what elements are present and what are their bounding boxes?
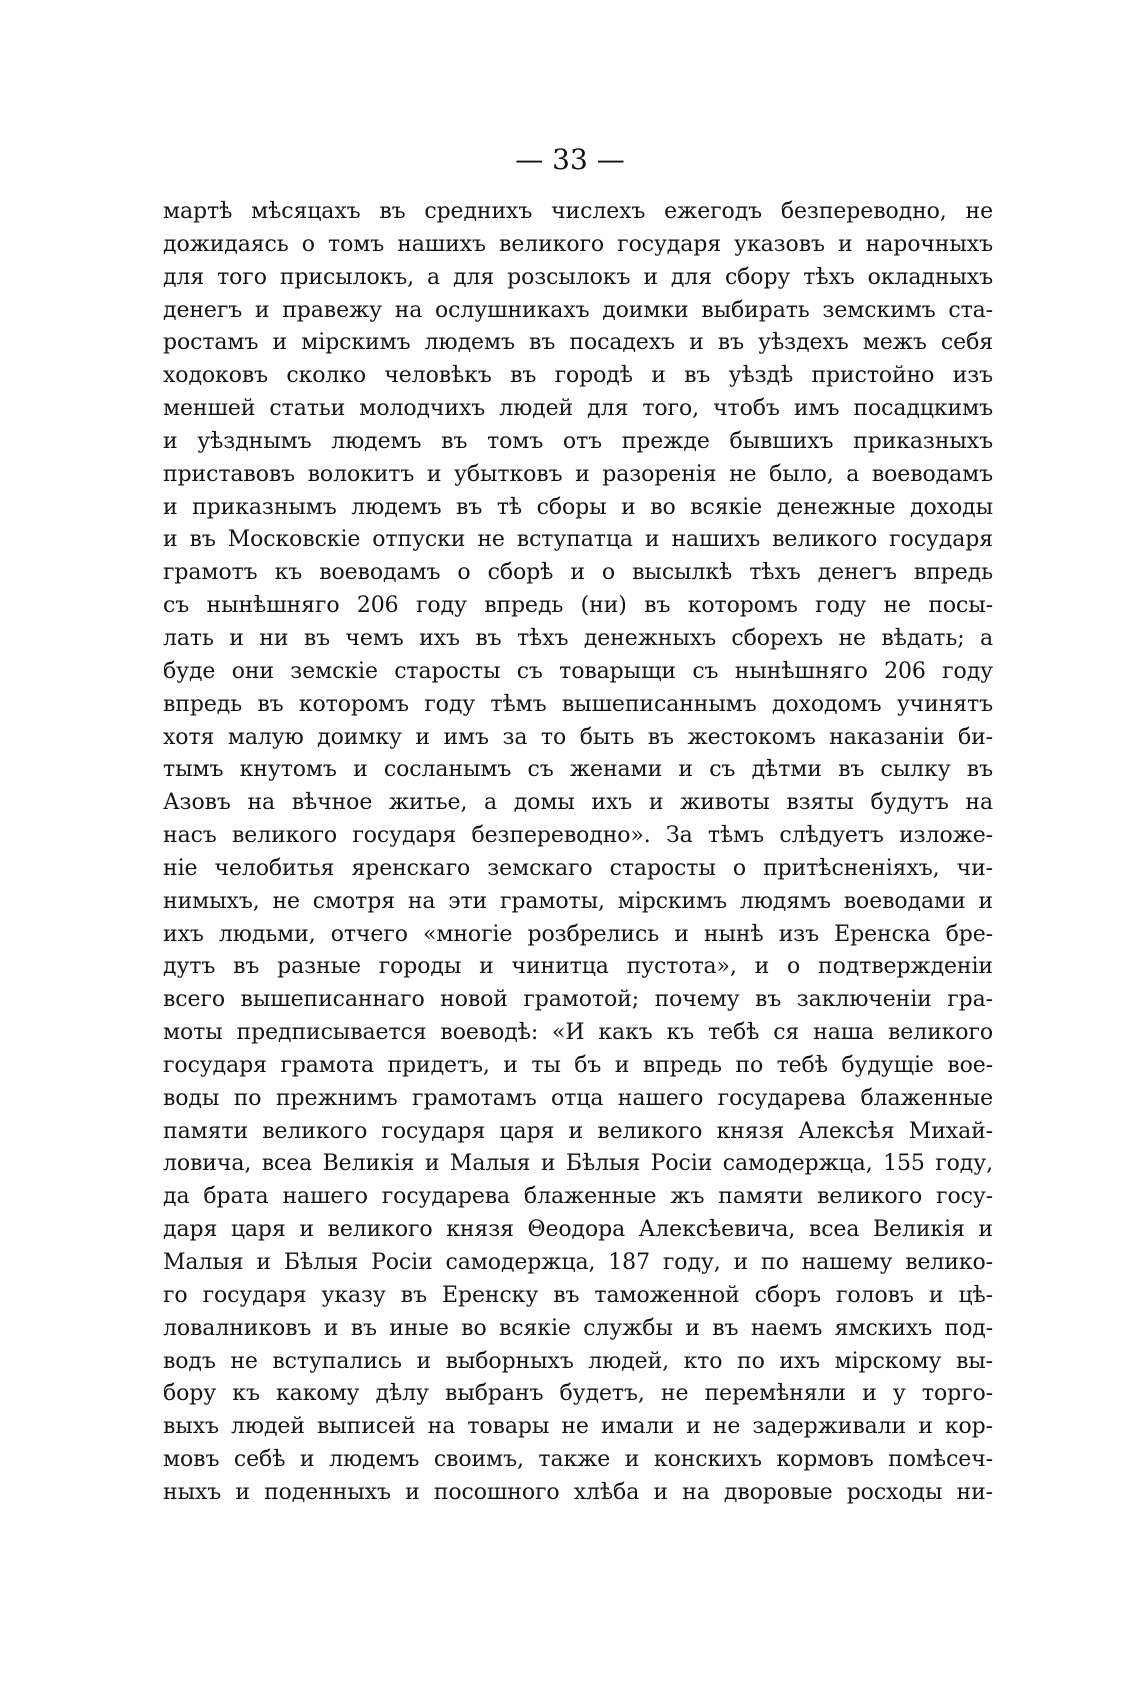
text-line: даря царя и великого князя Θеодора Алексѣевича, всеа Великія и [163,1217,993,1243]
text-line: дутъ въ разные городы и чинитца пустота», и о подтвержденіи [163,954,993,980]
text-line: впредь въ которомъ году тѣмъ вышеписаннымъ доходомъ учинятъ [163,691,993,717]
text-line: хотя малую доимку и имъ за то быть въ жестокомъ наказаніи би- [163,724,993,750]
text-line: для того присылокъ, а для розсылокъ и для сбору тѣхъ окладныхъ [163,264,993,290]
text-line: да брата нашего государева блаженные жъ памяти великого госу- [163,1184,993,1210]
text-line: денегъ и правежу на ослушникахъ доимки выбирать земскимъ ста- [163,297,993,323]
text-line: воды по прежнимъ грамотамъ отца нашего государева блаженные [163,1085,993,1111]
text-line: ніе челобитья яренскаго земскаго старосты о притѣсненіяхъ, чи- [163,855,993,881]
text-line: го государя указу въ Еренску въ таможенной сборъ головъ и цѣ- [163,1282,993,1308]
text-line: съ нынѣшняго 206 году впредь (ни) въ которомъ году не посы- [163,593,993,619]
text-line: бору къ какому дѣлу выбранъ будетъ, не перемѣняли и у торго- [163,1381,993,1407]
text-line: ихъ людьми, отчего «многіе розбрелись и нынѣ изъ Еренска бре- [163,921,993,947]
text-line: тымъ кнутомъ и сосланымъ съ женами и съ дѣтми въ сылку въ [163,757,993,783]
text-line: мартѣ мѣсяцахъ въ среднихъ числехъ ежегодъ безпереводно, не [163,199,993,224]
text-line: буде они земскіе старосты съ товарыщи съ нынѣшняго 206 году [163,658,993,684]
text-line: всего вышеписаннаго новой грамотой; почему въ заключеніи гра- [163,987,993,1013]
text-line: и въ Московскіе отпуски не вступатца и нашихъ великого государя [163,527,993,553]
text-line: приставовъ волокитъ и убытковъ и разоренія не было, а воеводамъ [163,461,993,487]
page-number: — 33 — [515,143,625,176]
text-line: ходоковъ сколко человѣкъ въ городѣ и въ уѣздѣ пристойно изъ [163,363,993,389]
body-text [163,196,993,1510]
text-line: выхъ людей выписей на товары не имали и не задерживали и кор- [163,1414,993,1440]
text-line: ловича, всеа Великія и Малыя и Бѣлыя Росіи самодержца, 155 году, [163,1151,993,1177]
text-line: государя грамота придетъ, и ты бъ и впредь по тебѣ будущіе вое- [163,1052,993,1078]
text-line: и уѣзднымъ людемъ въ томъ отъ прежде бывшихъ приказныхъ [163,428,993,454]
text-line: моты предписывается воеводѣ: «И какъ къ тебѣ ся наша великого [163,1020,993,1046]
text-line: ловалниковъ и въ иные во всякіе службы и въ наемъ ямскихъ под- [163,1315,993,1341]
text-line: лать и ни въ чемъ ихъ въ тѣхъ денежныхъ сборехъ не вѣдать; а [163,625,993,651]
text-line: мовъ себѣ и людемъ своимъ, также и конскихъ кормовъ помѣсеч- [163,1447,993,1473]
text-line: дожидаясь о томъ нашихъ великого государя указовъ и нарочныхъ [163,231,993,257]
text-line: водъ не вступались и выборныхъ людей, кто по ихъ мірскому вы- [163,1348,993,1374]
text-line: насъ великого государя безпереводно». За тѣмъ слѣдуетъ изложе- [163,823,993,849]
text-line: меншей статьи молодчихъ людей для того, чтобъ имъ посадцкимъ [163,396,993,422]
text-line: ныхъ и поденныхъ и посошного хлѣба и на дворовые росходы ни- [163,1479,993,1505]
text-line: ростамъ и мірскимъ людемъ въ посадехъ и въ уѣздехъ межъ себя [163,330,993,356]
text-line: грамотъ къ воеводамъ о сборѣ и о высылкѣ тѣхъ денегъ впредь [163,560,993,586]
text-line: Азовъ на вѣчное житье, а домы ихъ и животы взяты будутъ на [163,790,993,816]
text-line: Малыя и Бѣлыя Росіи самодержца, 187 году, и по нашему велико- [163,1250,993,1275]
text-line: и приказнымъ людемъ въ тѣ сборы и во всякіе денежные доходы [163,494,993,520]
text-line: нимыхъ, не смотря на эти грамоты, мірскимъ людямъ воеводами и [163,888,993,914]
text-line: памяти великого государя царя и великого князя Алексѣя Михай- [163,1118,993,1144]
